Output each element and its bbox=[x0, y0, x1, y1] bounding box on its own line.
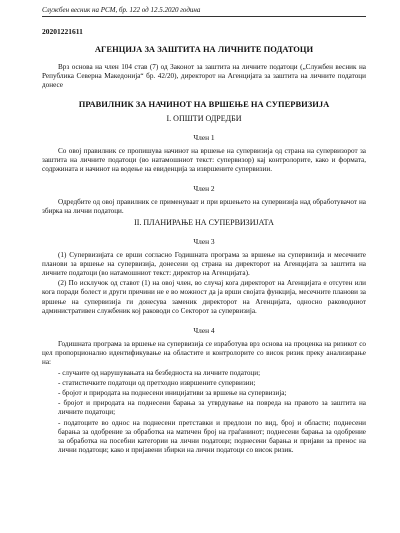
list-item: - податоците во однос на поднесени претставки и предлози по вид, број и области; поднесени барања за одобрение за обработка на матичен број на граѓанинот; поднесени барања за одобрение за обработка на посебни категории на лични податоци; поднесени барања и пријави за пренос на лични податоци; како и пријавени збирки на лични податоци со висок ризик. bbox=[58, 418, 366, 455]
chapter-heading-2: II. ПЛАНИРАЊЕ НА СУПЕРВИЗИЈАТА bbox=[134, 217, 274, 227]
list-item: - бројот и природата на поднесени иницијативи за вршење на супервизија; bbox=[58, 389, 287, 398]
article-heading-4: Член 4 bbox=[193, 326, 215, 336]
article-4-intro: Годишната програма за вршење на супервизија се изработува врз основа на проценка на ризикот со цел пропорционално идентификување на областите и контролорите со висок ризик преку анализирање на: bbox=[42, 340, 366, 367]
article-2-text: Одредбите од овој правилник се применуваат и при вршењето на супервизија над обработувачот на збирка на лични податоци. bbox=[42, 198, 366, 216]
gazette-header: Службен весник на РСМ, бр. 122 од 12.5.2020 година bbox=[42, 0, 366, 17]
list-item: - статистичките податоци од претходно извршените супервизии; bbox=[58, 378, 256, 387]
list-item: - бројот и природата на поднесени барања за утврдување на повреда на правото за заштита на личните податоци; bbox=[58, 399, 366, 417]
chapter-heading-1: I. ОПШТИ ОДРЕДБИ bbox=[166, 113, 242, 123]
preamble: Врз основа на член 104 став (7) од Законот за заштита на личните податоци („Службен весник на Република Северна Македонија“ бр. 42/20), директорот на Агенцијата за заштита на личните податоци донесе bbox=[42, 63, 366, 90]
article-heading-3: Член 3 bbox=[193, 236, 215, 246]
article-3-paragraph-1: (1) Супервизијата се врши согласно Годишната програма за вршење на супервизија и месечните планови за вршење на супервизија, донесени од страна на директорот на Агенцијата за заштита на личните податоци (во натамошниот текст: директор на Агенцијата). bbox=[42, 250, 366, 278]
agency-heading: АГЕНЦИЈА ЗА ЗАШТИТА НА ЛИЧНИТЕ ПОДАТОЦИ bbox=[94, 44, 314, 54]
article-3-paragraph-2: (2) По исклучок од ставот (1) на овој член, во случај кога директорот на Агенцијата е отсутен или кога поради болест и други причини не е во можност да ја врши својата функција, месечните планови за вршење на супервизија ги донесува заменик директорот на Агенцијата, односно раководниот административен службеник кој раководи со Секторот за супервизија. bbox=[42, 279, 366, 315]
article-heading-2: Член 2 bbox=[193, 184, 215, 194]
list-item: - случаите од нарушувањата на безбедноста на личните податоци; bbox=[58, 368, 261, 377]
article-1-text: Со овој правилник се пропишува начинот на вршење на супервизија од страна на супервизорот за заштита на личните податоци (во натамошниот текст: супервизор) кај контролорите, како и формата, содржината и начинот на водење на евиденција за извршените супервизии. bbox=[42, 146, 366, 174]
document-title: ПРАВИЛНИК ЗА НАЧИНОТ НА ВРШЕЊЕ НА СУПЕРВИЗИЈА bbox=[78, 98, 330, 109]
document-number: 20201221611 bbox=[42, 27, 83, 36]
article-heading-1: Член 1 bbox=[193, 132, 215, 142]
